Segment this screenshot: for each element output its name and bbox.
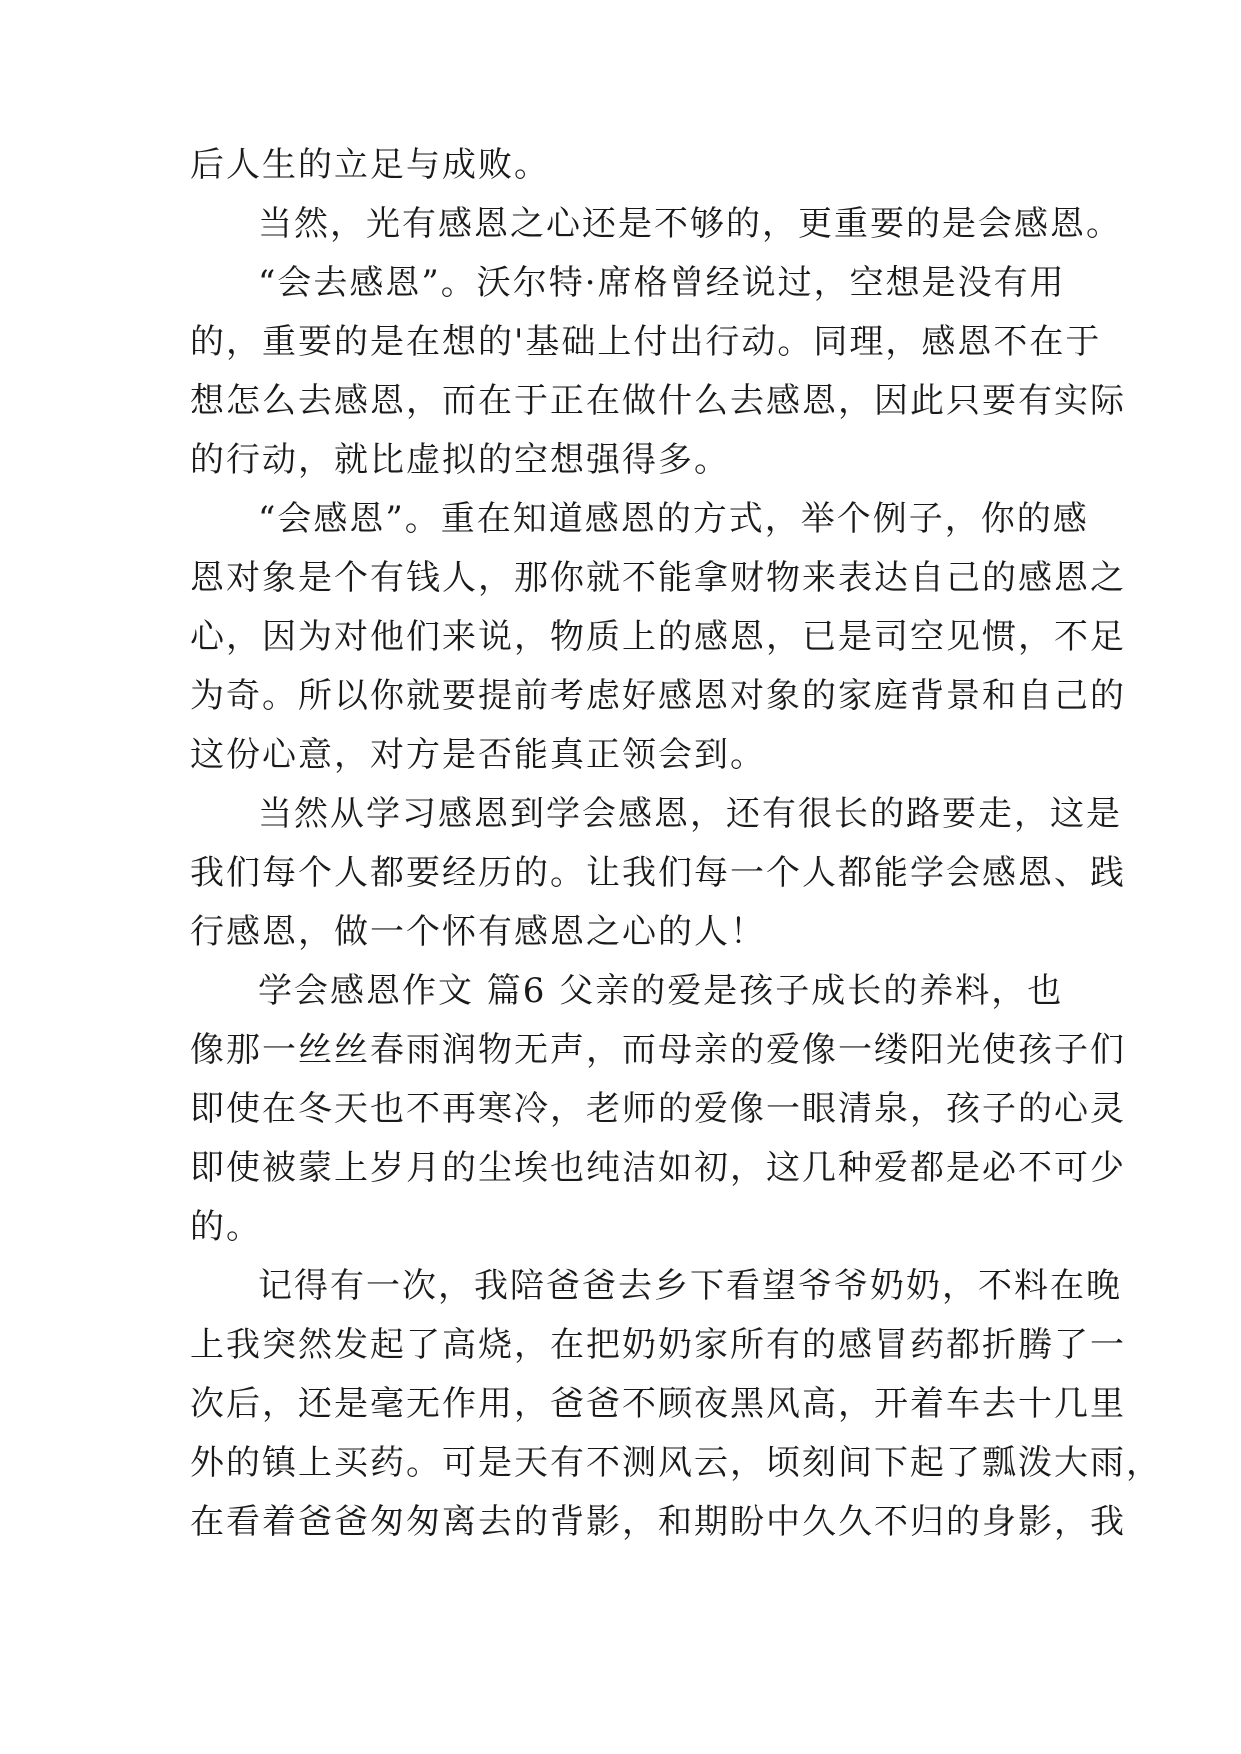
text-line: 当然从学习感恩到学会感恩，还有很长的路要走，这是: [258, 794, 1122, 834]
text-line: 恩对象是个有钱人，那你就不能拿财物来表达自己的感恩之: [190, 558, 1126, 598]
text-line: 这份心意，对方是否能真正领会到。: [190, 735, 766, 775]
text-line: 当然，光有感恩之心还是不够的，更重要的是会感恩。: [258, 204, 1122, 244]
text-line: 外的镇上买药。可是天有不测风云，顷刻间下起了瓢泼大雨，: [190, 1443, 1162, 1483]
text-line: 即使在冬天也不再寒冷，老师的爱像一眼清泉，孩子的心灵: [190, 1089, 1126, 1129]
text-line: 想怎么去感恩，而在于正在做什么去感恩，因此只要有实际: [190, 381, 1126, 421]
text-line: 上我突然发起了高烧，在把奶奶家所有的感冒药都折腾了一: [190, 1325, 1126, 1365]
text-line: 在看着爸爸匆匆离去的背影，和期盼中久久不归的身影，我: [190, 1502, 1126, 1542]
text-line: 次后，还是毫无作用，爸爸不顾夜黑风高，开着车去十几里: [190, 1384, 1126, 1424]
text-line: “会去感恩”。沃尔特·席格曾经说过，空想是没有用: [258, 263, 1066, 303]
text-line: 的行动，就比虚拟的空想强得多。: [190, 440, 730, 480]
text-line: 的。: [190, 1207, 262, 1247]
text-line: 记得有一次，我陪爸爸去乡下看望爷爷奶奶，不料在晚: [258, 1266, 1122, 1306]
text-line: 为奇。所以你就要提前考虑好感恩对象的家庭背景和自己的: [190, 676, 1126, 716]
text-line: 心，因为对他们来说，物质上的感恩，已是司空见惯，不足: [190, 617, 1126, 657]
text-line: 行感恩，做一个怀有感恩之心的人！: [190, 912, 766, 952]
text-line: 像那一丝丝春雨润物无声，而母亲的爱像一缕阳光使孩子们: [190, 1030, 1126, 1070]
text-line: 我们每个人都要经历的。让我们每一个人都能学会感恩、践: [190, 853, 1126, 893]
text-line: 后人生的立足与成败。: [190, 145, 550, 185]
text-line: 学会感恩作文 篇6 父亲的爱是孩子成长的养料，也: [258, 971, 1064, 1011]
text-line: 的，重要的是在想的'基础上付出行动。同理，感恩不在于: [190, 322, 1102, 362]
text-line: “会感恩”。重在知道感恩的方式，举个例子，你的感: [258, 499, 1089, 539]
text-line: 即使被蒙上岁月的尘埃也纯洁如初，这几种爱都是必不可少: [190, 1148, 1126, 1188]
